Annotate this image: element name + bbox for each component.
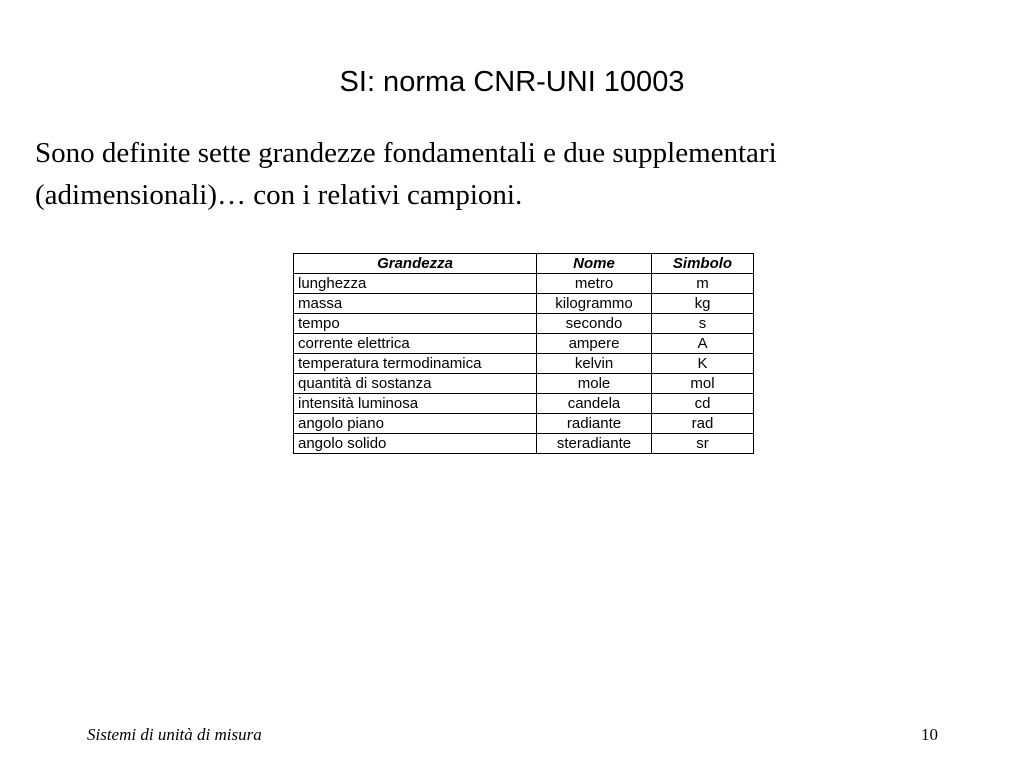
cell-simbolo: kg — [652, 294, 754, 314]
table-row — [294, 414, 754, 434]
cell-grandezza: angolo solido — [294, 434, 537, 454]
cell-grandezza: lunghezza — [294, 274, 537, 294]
cell-nome: ampere — [537, 334, 652, 354]
cell-grandezza: corrente elettrica — [294, 334, 537, 354]
cell-simbolo: K — [652, 354, 754, 374]
cell-simbolo: rad — [652, 414, 754, 434]
body-line-1: Sono definite sette grandezze fondamentali e due supplementari — [35, 137, 777, 169]
slide-title: SI: norma CNR-UNI 10003 — [339, 66, 685, 98]
table-row — [294, 314, 754, 334]
cell-nome: mole — [537, 374, 652, 394]
cell-grandezza: quantità di sostanza — [294, 374, 537, 394]
cell-nome: kilogrammo — [537, 294, 652, 314]
header-simbolo: Simbolo — [652, 254, 754, 274]
table-row — [294, 334, 754, 354]
table-row — [294, 394, 754, 414]
table-row — [294, 274, 754, 294]
table-row — [294, 434, 754, 454]
cell-grandezza: intensità luminosa — [294, 394, 537, 414]
header-grandezza: Grandezza — [294, 254, 537, 274]
footer-title: Sistemi di unità di misura — [87, 725, 262, 744]
body-line-2: (adimensionali)… con i relativi campioni. — [35, 179, 523, 211]
cell-nome: secondo — [537, 314, 652, 334]
cell-simbolo: m — [652, 274, 754, 294]
cell-simbolo: mol — [652, 374, 754, 394]
cell-simbolo: cd — [652, 394, 754, 414]
cell-nome: steradiante — [537, 434, 652, 454]
cell-nome: radiante — [537, 414, 652, 434]
si-units-table — [293, 253, 754, 454]
cell-nome: kelvin — [537, 354, 652, 374]
cell-simbolo: A — [652, 334, 754, 354]
cell-simbolo: sr — [652, 434, 754, 454]
cell-nome: candela — [537, 394, 652, 414]
cell-nome: metro — [537, 274, 652, 294]
header-nome: Nome — [537, 254, 652, 274]
table-row — [294, 354, 754, 374]
table-header-row — [294, 254, 754, 274]
page-number: 10 — [921, 725, 938, 744]
table-row — [294, 294, 754, 314]
cell-grandezza: massa — [294, 294, 537, 314]
cell-grandezza: temperatura termodinamica — [294, 354, 537, 374]
cell-grandezza: tempo — [294, 314, 537, 334]
cell-grandezza: angolo piano — [294, 414, 537, 434]
body-text — [35, 132, 995, 216]
cell-simbolo: s — [652, 314, 754, 334]
table-row — [294, 374, 754, 394]
